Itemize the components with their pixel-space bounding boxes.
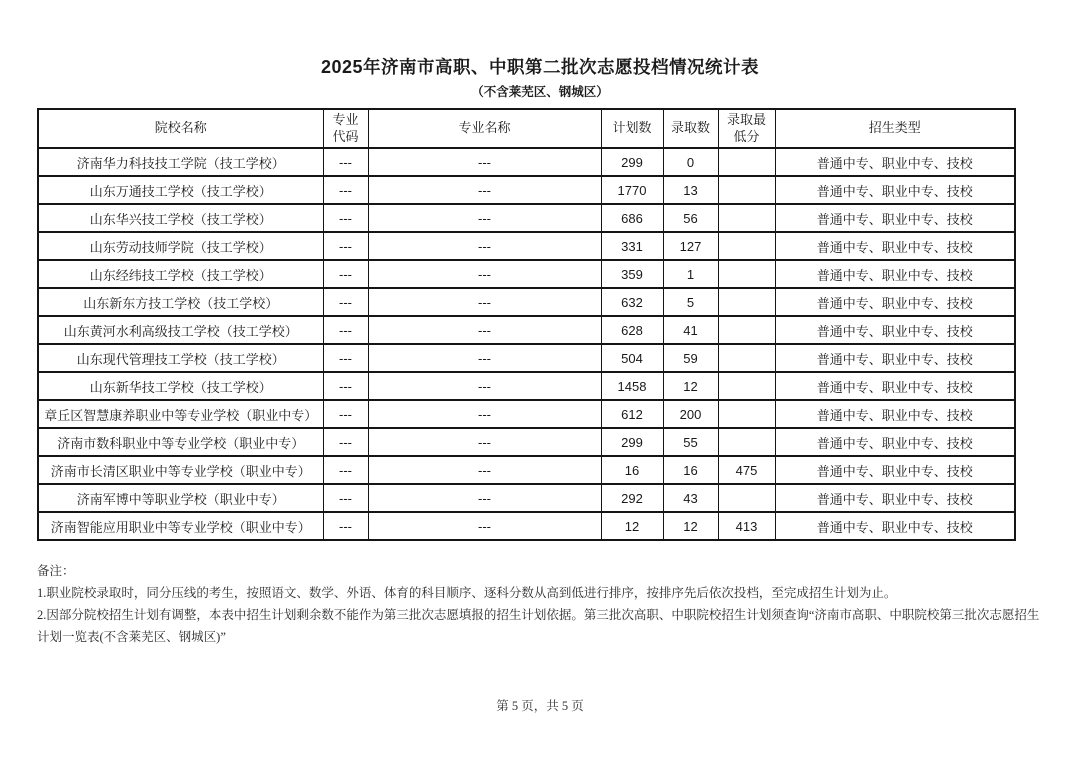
- admitted-count-cell: 16: [663, 456, 718, 484]
- major-code-cell: ---: [323, 372, 368, 400]
- table-header-row: [38, 109, 1015, 148]
- table-row: [38, 204, 1015, 232]
- table-row: [38, 428, 1015, 456]
- header-major-code: 专业代码: [323, 109, 368, 148]
- major-code-cell: ---: [323, 344, 368, 372]
- admission-type-cell: 普通中专、职业中专、技校: [775, 316, 1015, 344]
- admission-type-cell: 普通中专、职业中专、技校: [775, 512, 1015, 540]
- plan-count-cell: 686: [601, 204, 663, 232]
- admission-type-cell: 普通中专、职业中专、技校: [775, 288, 1015, 316]
- table-header: [38, 109, 1015, 148]
- admission-type-cell: 普通中专、职业中专、技校: [775, 176, 1015, 204]
- min-score-cell: [718, 400, 775, 428]
- page-number: 第 5 页，共 5 页: [496, 699, 584, 713]
- admission-type-cell: 普通中专、职业中专、技校: [775, 372, 1015, 400]
- plan-count-cell: 299: [601, 428, 663, 456]
- major-name-cell: ---: [368, 344, 601, 372]
- header-admission-type: 招生类型: [775, 109, 1015, 148]
- major-name-cell: ---: [368, 372, 601, 400]
- school-name-cell: 山东黄河水利高级技工学校（技工学校）: [38, 316, 323, 344]
- plan-count-cell: 1770: [601, 176, 663, 204]
- major-name-cell: ---: [368, 456, 601, 484]
- major-code-cell: ---: [323, 316, 368, 344]
- admission-type-cell: 普通中专、职业中专、技校: [775, 148, 1015, 176]
- table-row: [38, 176, 1015, 204]
- title-text: 年济南市高职、中职第二批次志愿投档情况统计表: [363, 57, 760, 77]
- admission-type-cell: 普通中专、职业中专、技校: [775, 484, 1015, 512]
- table-row: [38, 344, 1015, 372]
- major-name-cell: ---: [368, 260, 601, 288]
- major-code-cell: ---: [323, 400, 368, 428]
- admitted-count-cell: 55: [663, 428, 718, 456]
- major-name-cell: ---: [368, 288, 601, 316]
- min-score-cell: [718, 372, 775, 400]
- min-score-cell: 413: [718, 512, 775, 540]
- school-name-cell: 山东现代管理技工学校（技工学校）: [38, 344, 323, 372]
- plan-count-cell: 504: [601, 344, 663, 372]
- table-row: [38, 260, 1015, 288]
- major-code-cell: ---: [323, 232, 368, 260]
- major-name-cell: ---: [368, 176, 601, 204]
- school-name-cell: 济南军博中等职业学校（职业中专）: [38, 484, 323, 512]
- min-score-cell: [718, 316, 775, 344]
- min-score-cell: [718, 288, 775, 316]
- plan-count-cell: 292: [601, 484, 663, 512]
- admission-type-cell: 普通中专、职业中专、技校: [775, 456, 1015, 484]
- table-row: [38, 484, 1015, 512]
- admitted-count-cell: 0: [663, 148, 718, 176]
- school-name-cell: 山东万通技工学校（技工学校）: [38, 176, 323, 204]
- note-item-2: 2.因部分院校招生计划有调整，本表中招生计划剩余数不能作为第三批次志愿填报的招生计划依据。第三批次高职、中职院校招生计划须查询“济南市高职、中职院校第三批次志愿招生计划一览表(不含莱芜区、钢城区)”: [37, 607, 1040, 644]
- school-name-cell: 济南智能应用职业中等专业学校（职业中专）: [38, 512, 323, 540]
- admitted-count-cell: 43: [663, 484, 718, 512]
- school-name-cell: 山东经纬技工学校（技工学校）: [38, 260, 323, 288]
- admitted-count-cell: 5: [663, 288, 718, 316]
- admitted-count-cell: 59: [663, 344, 718, 372]
- school-name-cell: 山东劳动技师学院（技工学校）: [38, 232, 323, 260]
- page-title: [0, 0, 1080, 79]
- major-code-cell: ---: [323, 260, 368, 288]
- note-item-1: 1.职业院校录取时，同分压线的考生，按照语文、数学、外语、体育的科目顺序、逐科分数从高到低进行排序，按排序先后依次投档，至完成招生计划为止。: [37, 585, 897, 600]
- admitted-count-cell: 56: [663, 204, 718, 232]
- admission-type-cell: 普通中专、职业中专、技校: [775, 428, 1015, 456]
- major-name-cell: ---: [368, 232, 601, 260]
- school-name-cell: 济南华力科技技工学院（技工学校）: [38, 148, 323, 176]
- major-name-cell: ---: [368, 400, 601, 428]
- header-plan-count: 计划数: [601, 109, 663, 148]
- min-score-cell: [718, 176, 775, 204]
- major-code-cell: ---: [323, 512, 368, 540]
- plan-count-cell: 612: [601, 400, 663, 428]
- min-score-cell: 475: [718, 456, 775, 484]
- major-name-cell: ---: [368, 148, 601, 176]
- min-score-cell: [718, 148, 775, 176]
- admission-type-cell: 普通中专、职业中专、技校: [775, 400, 1015, 428]
- major-code-cell: ---: [323, 176, 368, 204]
- min-score-cell: [718, 428, 775, 456]
- major-name-cell: ---: [368, 316, 601, 344]
- header-school-name: 院校名称: [38, 109, 323, 148]
- table-body: [38, 148, 1015, 540]
- plan-count-cell: 331: [601, 232, 663, 260]
- major-code-cell: ---: [323, 288, 368, 316]
- major-name-cell: ---: [368, 204, 601, 232]
- admission-type-cell: 普通中专、职业中专、技校: [775, 260, 1015, 288]
- admission-type-cell: 普通中专、职业中专、技校: [775, 204, 1015, 232]
- min-score-cell: [718, 344, 775, 372]
- page-subtitle: （不含莱芜区、钢城区）: [471, 85, 609, 99]
- table-row: [38, 512, 1015, 540]
- admitted-count-cell: 200: [663, 400, 718, 428]
- table-row: [38, 232, 1015, 260]
- major-code-cell: ---: [323, 484, 368, 512]
- plan-count-cell: 1458: [601, 372, 663, 400]
- plan-count-cell: 628: [601, 316, 663, 344]
- table-row: [38, 372, 1015, 400]
- plan-count-cell: 12: [601, 512, 663, 540]
- plan-count-cell: 16: [601, 456, 663, 484]
- min-score-cell: [718, 260, 775, 288]
- school-name-cell: 济南市数科职业中等专业学校（职业中专）: [38, 428, 323, 456]
- school-name-cell: 山东新东方技工学校（技工学校）: [38, 288, 323, 316]
- header-min-score: 录取最低分: [718, 109, 775, 148]
- major-code-cell: ---: [323, 204, 368, 232]
- table-row: [38, 400, 1015, 428]
- plan-count-cell: 359: [601, 260, 663, 288]
- min-score-cell: [718, 232, 775, 260]
- admitted-count-cell: 1: [663, 260, 718, 288]
- min-score-cell: [718, 484, 775, 512]
- plan-count-cell: 299: [601, 148, 663, 176]
- admitted-count-cell: 12: [663, 512, 718, 540]
- school-name-cell: 山东华兴技工学校（技工学校）: [38, 204, 323, 232]
- table-row: [38, 456, 1015, 484]
- admitted-count-cell: 41: [663, 316, 718, 344]
- header-admitted-count: 录取数: [663, 109, 718, 148]
- plan-count-cell: 632: [601, 288, 663, 316]
- admission-type-cell: 普通中专、职业中专、技校: [775, 344, 1015, 372]
- admitted-count-cell: 12: [663, 372, 718, 400]
- major-name-cell: ---: [368, 512, 601, 540]
- major-code-cell: ---: [323, 148, 368, 176]
- header-major-name: 专业名称: [368, 109, 601, 148]
- table-row: [38, 316, 1015, 344]
- major-code-cell: ---: [323, 456, 368, 484]
- admission-type-cell: 普通中专、职业中专、技校: [775, 232, 1015, 260]
- admitted-count-cell: 13: [663, 176, 718, 204]
- table-row: [38, 148, 1015, 176]
- school-name-cell: 章丘区智慧康养职业中等专业学校（职业中专）: [38, 400, 323, 428]
- admitted-count-cell: 127: [663, 232, 718, 260]
- school-name-cell: 山东新华技工学校（技工学校）: [38, 372, 323, 400]
- admission-stats-table: [37, 108, 1016, 541]
- notes-label: 备注：: [37, 564, 75, 578]
- major-code-cell: ---: [323, 428, 368, 456]
- school-name-cell: 济南市长清区职业中等专业学校（职业中专）: [38, 456, 323, 484]
- table-row: [38, 288, 1015, 316]
- major-name-cell: ---: [368, 428, 601, 456]
- notes-section: [37, 561, 1043, 649]
- title-year: 2025: [320, 57, 364, 77]
- min-score-cell: [718, 204, 775, 232]
- major-name-cell: ---: [368, 484, 601, 512]
